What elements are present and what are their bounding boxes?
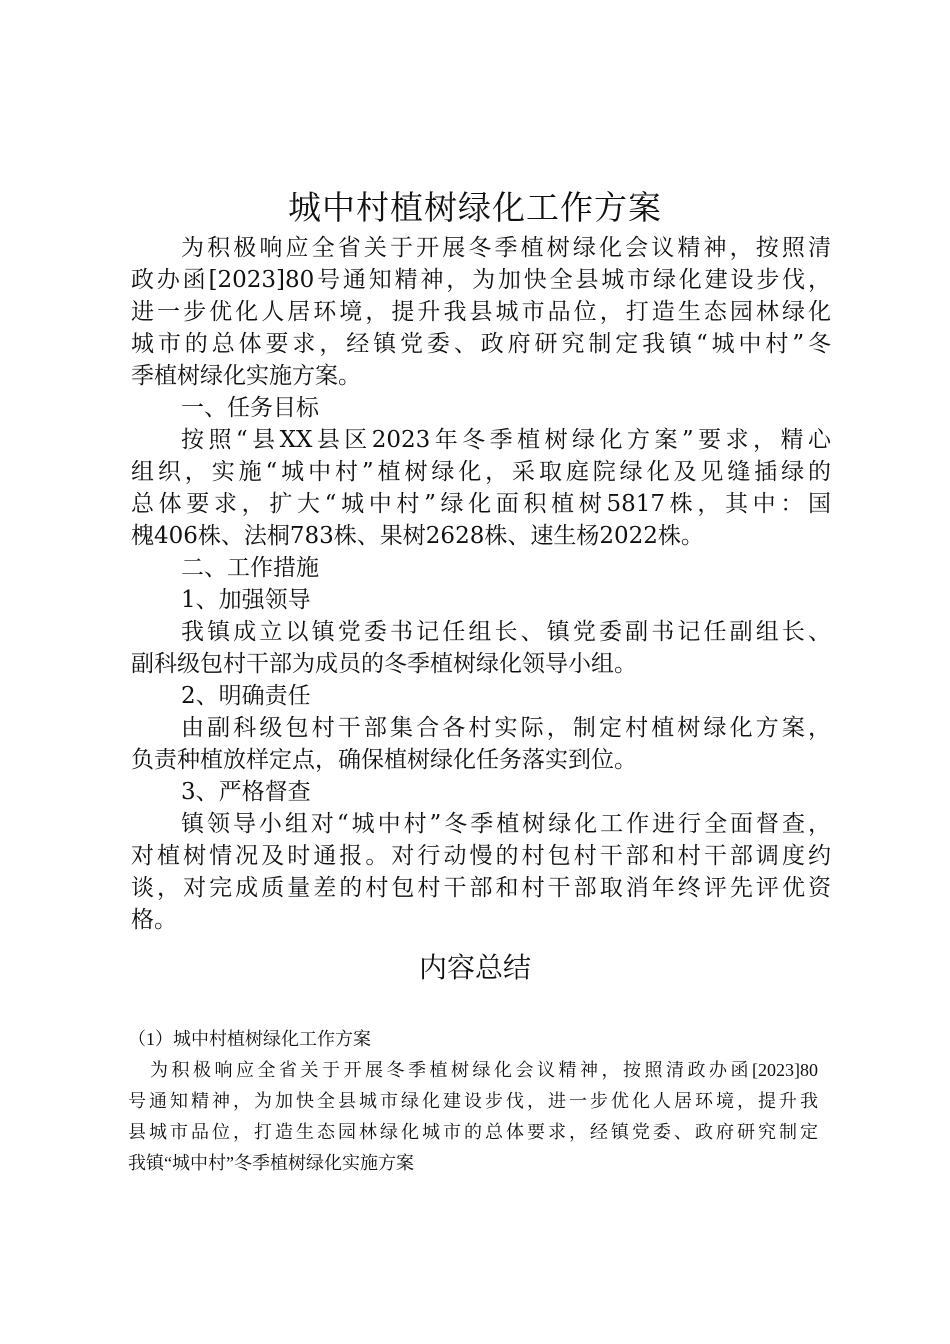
paragraph	[131, 552, 831, 584]
paragraph-line: 副科级包村干部为成员的冬季植树绿化领导小组。	[131, 651, 637, 677]
paragraph-line: 进一步优化人居环境，提升我县城市品位，打造生态园林绿化	[131, 299, 831, 325]
paragraph-line: 对植树情况及时通报。对行动慢的村包村干部和村干部调度约	[131, 843, 831, 869]
summary-heading: （1）城中村植树绿化工作方案	[128, 1029, 371, 1049]
paragraph-line: 镇领导小组对“城中村”冬季植树绿化工作进行全面督查，	[181, 811, 831, 837]
paragraph	[131, 424, 831, 552]
paragraph	[131, 776, 831, 808]
paragraph	[131, 232, 831, 392]
paragraph	[131, 584, 831, 616]
paragraph-line: 2、明确责任	[181, 683, 311, 709]
summary-line: 我镇“城中村”冬季植树绿化实施方案	[128, 1153, 414, 1173]
summary-line: 为积极响应全省关于开展冬季植树绿化会议精神，按照清政办函[2023]80	[150, 1060, 818, 1080]
paragraph-line: 二、工作措施	[181, 555, 319, 581]
document-title: 城中村植树绿化工作方案	[288, 188, 662, 227]
paragraph-line: 由副科级包村干部集合各村实际，制定村植树绿化方案，	[181, 715, 831, 741]
paragraph	[131, 712, 831, 776]
paragraph-line: 总体要求，扩大“城中村”绿化面积植树5817株，其中：国	[131, 491, 831, 517]
paragraph-line: 为积极响应全省关于开展冬季植树绿化会议精神，按照清	[181, 235, 831, 261]
document-body	[131, 232, 831, 936]
summary-title: 内容总结	[418, 951, 531, 984]
paragraph-line: 我镇成立以镇党委书记任组长、镇党委副书记任副组长、	[181, 619, 831, 645]
paragraph-line: 负责种植放样定点，确保植树绿化任务落实到位。	[131, 747, 637, 773]
paragraph-line: 格。	[131, 907, 177, 933]
paragraph-line: 槐406株、法桐783株、果树2628株、速生杨2022株。	[131, 523, 704, 549]
paragraph-line: 城市的总体要求，经镇党委、政府研究制定我镇“城中村”冬	[131, 331, 831, 357]
paragraph-line: 季植树绿化实施方案。	[131, 363, 361, 389]
paragraph-line: 按照“县XX县区2023年冬季植树绿化方案”要求，精心	[181, 427, 831, 453]
paragraph	[131, 680, 831, 712]
paragraph	[131, 616, 831, 680]
paragraph-line: 3、严格督查	[181, 779, 311, 805]
paragraph-line: 组织，实施“城中村”植树绿化，采取庭院绿化及见缝插绿的	[131, 459, 831, 485]
summary-line: 县城市品位，打造生态园林绿化城市的总体要求，经镇党委、政府研究制定	[128, 1122, 818, 1142]
paragraph-line: 一、任务目标	[181, 395, 319, 421]
paragraph	[131, 392, 831, 424]
paragraph-line: 政办函[2023]80号通知精神，为加快全县城市绿化建设步伐，	[131, 267, 831, 293]
paragraph-line: 1、加强领导	[181, 587, 311, 613]
summary-line: 号通知精神，为加快全县城市绿化建设步伐，进一步优化人居环境，提升我	[128, 1091, 818, 1111]
summary-section	[128, 1024, 818, 1179]
paragraph-line: 谈，对完成质量差的村包村干部和村干部取消年终评先评优资	[131, 875, 831, 901]
paragraph	[131, 808, 831, 936]
